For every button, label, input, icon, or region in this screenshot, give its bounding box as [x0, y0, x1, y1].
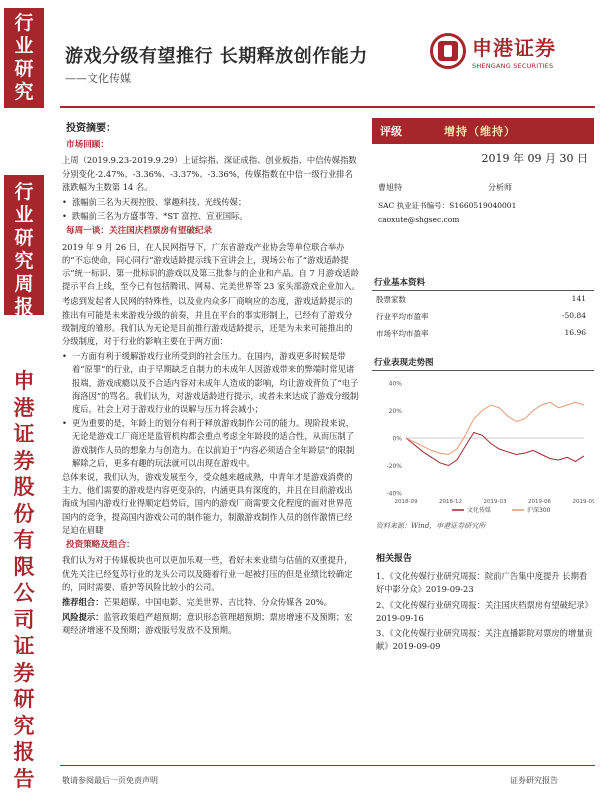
- analyst-role: 分析师: [488, 183, 512, 192]
- strategy-heading: 投资策略及组合：: [66, 540, 135, 551]
- list-item: • 更为重要的是，年龄上的划分有利于释放游戏制作公司的能力。现阶段来说，无论是游戏工厂商还是监管机构都会重点考虑全年龄段的适合性，从而压制了游戏制作人员的想象力与创造力。在以前迫于“内容必须适合全年龄层”的限制解除之后，更多有趣的玩法就可以出现在游戏中。: [62, 417, 360, 470]
- y-tick-label: -40%: [386, 490, 402, 498]
- market-review-heading: 市场回顾：: [66, 140, 109, 151]
- analyst-certificate: SAC 执业证书编号：S1660519040001: [378, 201, 517, 210]
- legend-label: 文化传媒: [467, 507, 492, 514]
- series-line: [406, 433, 584, 466]
- list-item: • 涨幅前三名为天视控股、掌趣科技、光线传媒；: [62, 196, 360, 209]
- y-tick-label: -20%: [386, 463, 402, 470]
- list-item: 2、《文化传媒行业研究周报：关注国庆档票房有望破纪录》2019-09-16: [376, 599, 593, 623]
- risk-text: 监管政策趋严超预期；意识形态管理超预期；票房增速不及预期；宏观经济增速不及预期；游戏版号发放不及预期。: [62, 612, 353, 636]
- trend-chart-heading: 行业表现走势图: [372, 356, 594, 371]
- basic-info-heading: 行业基本资料: [372, 276, 594, 291]
- analyst-row: [372, 182, 594, 193]
- x-tick-label: 2019-09: [572, 499, 594, 505]
- trend-chart-svg: [372, 375, 594, 519]
- report-title: 游戏分级有望推行 长期释放创作能力: [65, 46, 368, 67]
- trend-chart: [372, 375, 594, 519]
- report-date: 2019 年 09 月 30 日: [481, 152, 588, 165]
- related-reports: [372, 553, 594, 653]
- weekly-talk-paragraph: 总体来说，我们认为，游戏发展至今，受众越来越成熟，中青年才是游戏消费的主力，他们需要的游戏是内容更变杂的，内涵更具有深度的，并且在目前游戏出海成为国内游戏行业得顺定趋势后，国内的游戏厂商需要文化程度的面对世界范国内的竞争，提高国内游戏公司的制作能力，制激游戏制作人员的创作激情已经足迫在眉睫: [62, 472, 353, 535]
- chart-source: 资料来源：Wind，申港证券研究所: [376, 522, 486, 530]
- related-reports-heading: 相关报告: [376, 554, 413, 564]
- rating-bar: [372, 118, 594, 144]
- table-row: 市场平均市盈率 16.96: [376, 328, 586, 338]
- list-item: • 跌幅前三名为方盛事等、*ST 富控、宣亚国际。: [62, 210, 360, 223]
- main-column: [62, 118, 360, 640]
- portfolio-line: [62, 596, 360, 609]
- risk-line: [62, 611, 360, 637]
- list-item: 3、《文化传媒行业研究周报：关注直播影院对票房的增量贡献》2019-09-09: [376, 628, 593, 652]
- summary-heading: 投资摘要：: [66, 123, 116, 134]
- table-row: 股票家数 141: [376, 294, 586, 304]
- right-column: [372, 118, 594, 655]
- rating-value: 增持（维持）: [444, 125, 516, 138]
- footer-label: 证券研究报告: [510, 776, 558, 785]
- x-tick-label: 2018-09: [394, 499, 418, 505]
- list-item: 1、《文化传媒行业研究周报：院前广告集中度提升 长期看好中影分众》2019-09-23: [376, 571, 588, 595]
- weekly-talk-heading: 每周一谈：关注国庆档票房有望破纪录: [66, 226, 213, 237]
- analyst-email: caoxute@shgsec.com: [378, 215, 460, 224]
- header-divider: [60, 106, 595, 108]
- logo-icon: [430, 33, 466, 69]
- x-tick-label: 2019-03: [483, 499, 507, 505]
- report-subtitle: ——文化传媒: [65, 72, 131, 85]
- weekly-talk-paragraph: 2019 年 9 月 26 日，在人民网指导下，广东省游戏产业协会等单位联合举办的“不忘使命，同心同行”游戏适龄提示线下宣讲会上，现场公布了“游戏适龄提示”统一标识、第一批标识的游戏以及第三批参与的企业和产品。自 7 月游戏适龄提示平台上线，至今已有包括腾讯、网易、完美世界等 23 家头部游戏企业加入。: [62, 241, 360, 292]
- portfolio-label: 推荐组合：: [62, 596, 104, 607]
- sidebar-category-label: 行 业 研 究: [4, 8, 44, 108]
- risk-label: 风险提示：: [62, 612, 104, 623]
- company-logo: [430, 28, 590, 74]
- legend-label: 沪深300: [527, 507, 551, 514]
- portfolio-text: 芒果超媒、中国电影、完美世界、吉比特、分众传媒各 20%。: [103, 596, 333, 607]
- market-review-text: 上周（2019.9.23-2019.9.29）上证综指、深证成指、创业板指、中信传媒指数分别变化-2.47%、-3.36%、-3.37%、-3.36%，传媒指数在中信一级行业排名涨跌幅为主数第 14 名。: [62, 155, 357, 192]
- logo-text-en: SHENGANG SECURITIES: [472, 62, 554, 70]
- table-row: 行业平均市盈率 -50.84: [376, 311, 586, 321]
- logo-text-cn: 申港证券: [472, 36, 556, 60]
- y-tick-label: 0%: [392, 435, 402, 443]
- strategy-text: 我们认为对于传媒板块也可以更加乐观一些，看好未来业绩与估值的双重提升，优先关注已经复苏行业的龙头公司以及随着行业一起被打压的但是业绩比较确定的，同时需要、盾护等风险比较小的公司。: [62, 555, 353, 592]
- footer-disclaimer: 敬请参阅最后一页免责声明: [62, 776, 158, 785]
- list-item: • 一方面有利于缓解游戏行业所受到的社会压力。在国内，游戏更多时候是带着“原罪”的行业，由于早期缺乏自制力的未成年人因游戏带来的弊端时常见诸报端，游戏成瘾以及不合适内容对未成年人造成的影响，均让游戏背负了“电子海洛因”的骂名。我们认为，对游戏适龄进行提示，或者未来达成了游戏分级制度后，社会上对于游戏行业的误解与压力将会减小；: [62, 350, 360, 416]
- x-tick-label: 2018-12: [439, 499, 462, 505]
- rating-label: 评级: [380, 125, 402, 138]
- sidebar-report-type-label: 行 业 研 究 周 报: [4, 175, 44, 315]
- y-tick-label: 40%: [388, 380, 402, 388]
- y-tick-label: 20%: [388, 408, 402, 415]
- footer-divider: [60, 765, 595, 766]
- weekly-talk-paragraph: 考虑到发起者人民网的特殊性，以及业内众多厂商响应的态度，游戏适龄提示的推出有可能是未来游戏分级的前奏，并且在平台的事实形制上，已经有了游戏分级制度的雏形。我们认为无论是目前推行游戏适龄提示，还是为未来可能推出的分级制度，对于行业的影响主要在于两方面：: [62, 296, 353, 347]
- analyst-name: 曹旭特: [378, 183, 402, 192]
- sidebar-org-label: 申 港 证 券 股 份 有 限 公 司 证 券 研 究 报 告: [4, 360, 44, 690]
- left-sidebar: [0, 0, 48, 800]
- x-tick-label: 2019-06: [528, 499, 551, 505]
